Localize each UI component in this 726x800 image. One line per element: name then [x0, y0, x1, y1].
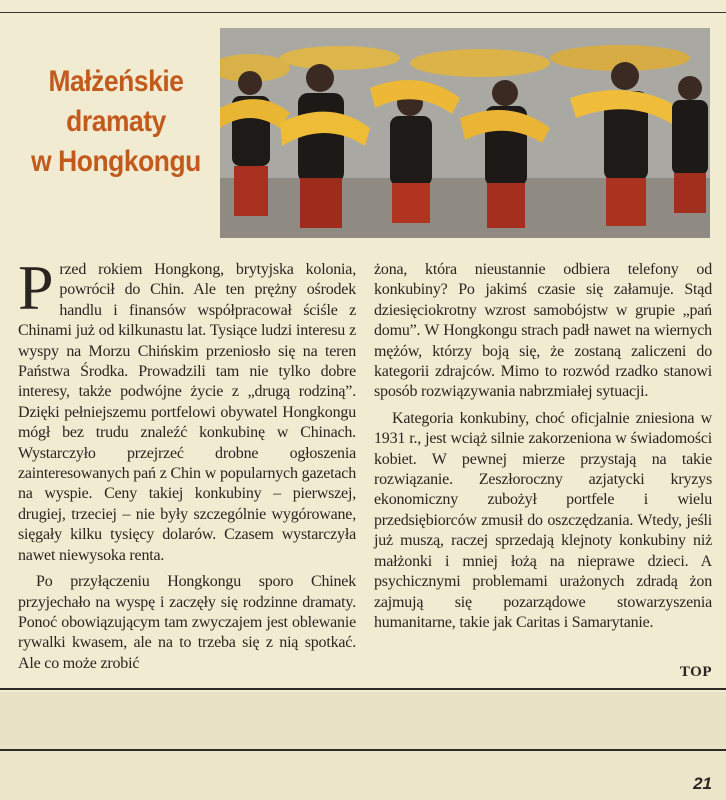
- page-number: 21: [693, 774, 712, 793]
- paragraph-3: żona, która nieustannie odbiera telefony od konkubiny? Po jakimś czasie się załamuje. Stąd dziesięciokrotny wzrost samobójstw w grupie „pań domu”. W Hongkongu strach padł nawet na wiernych mężów, którzy boją się, że zostaną zaliczeni do kategorii zdrajców. Mimo to rozwód rzadko stanowi sposób rozwiązywania nabrzmiałej sytuacji.: [374, 261, 712, 401]
- left-column: [18, 252, 356, 674]
- dropcap: P: [18, 252, 54, 323]
- title-line-1: Małżeńskie: [48, 65, 184, 98]
- paragraph-1: [18, 252, 356, 566]
- title-line-2: dramaty: [66, 105, 166, 138]
- paragraph-4: Kategoria konkubiny, choć oficjalnie zniesiona w 1931 r., jest wciąż silnie zakorzeniona w świadomości kobiet. W pewnej mierze przystają na takie rozwiązanie. Zeszłoroczny azjatycki kryzys ekonomiczny zubożył portfele i wielu przedsiębiorców zmusił do oszczędzania. Wtedy, jeśli już muszą, raczej sprzedają klejnoty konkubiny niż małżonki i mniej łożą na nieprawe dzieci. A psychicznymi problemami urażonych zdradą żon zajmują się pozarządowe stowarzyszenia humanitarne, takie jak Caritas i Samarytanie.: [374, 409, 712, 631]
- top-rule: [0, 12, 726, 13]
- top-link[interactable]: TOP: [679, 664, 712, 680]
- bottom-rule: [0, 688, 726, 690]
- footer: [0, 751, 726, 800]
- paragraph-1-text: rzed rokiem Hongkong, brytyjska kolonia, powrócił do Chin. Ale ten prężny ośrodek handlu i finansów współpracował ściśle z Chinami już od kilkunastu lat. Tysiące ludzi interesu z wyspy na Morzu Chińskim przeniosło się na teren Państwa Środka. Prowadzili tam nie tylko dobre interesy, także podwójne życie z „drugą rodziną”. Dzięki pełniejszemu portfelowi obywatel Hongkongu mógł bez trudu znaleźć konkubinę w Chinach. Wystarczyło przejrzeć drobne ogłoszenia zainteresowanych pań z Chin w popularnych gazetach na wyspie. Ceny takiej konkubiny – pierwszej, drugiej, trzeciej – nie były szczególnie wygórowane, sięgały kilku tysięcy dolarów. Czasem wystarczyła nawet niewysoka renta.: [18, 261, 356, 564]
- photo-dancers-icon: [220, 28, 710, 238]
- title-line-3: w Hongkongu: [31, 145, 201, 178]
- right-column: [374, 260, 712, 633]
- paragraph-2: Po przyłączeniu Hongkongu sporo Chinek przyjechało na wyspę i zaczęły się rodzinne dramaty. Ponoć obowiązującym tam zwyczajem jest oblewanie rywalki kwasem, ale na to trzeba się z nią spotkać. Ale co może zrobić: [18, 573, 356, 672]
- article-title: [28, 62, 204, 182]
- bottom-band: [0, 692, 726, 752]
- article-photo: [220, 28, 710, 238]
